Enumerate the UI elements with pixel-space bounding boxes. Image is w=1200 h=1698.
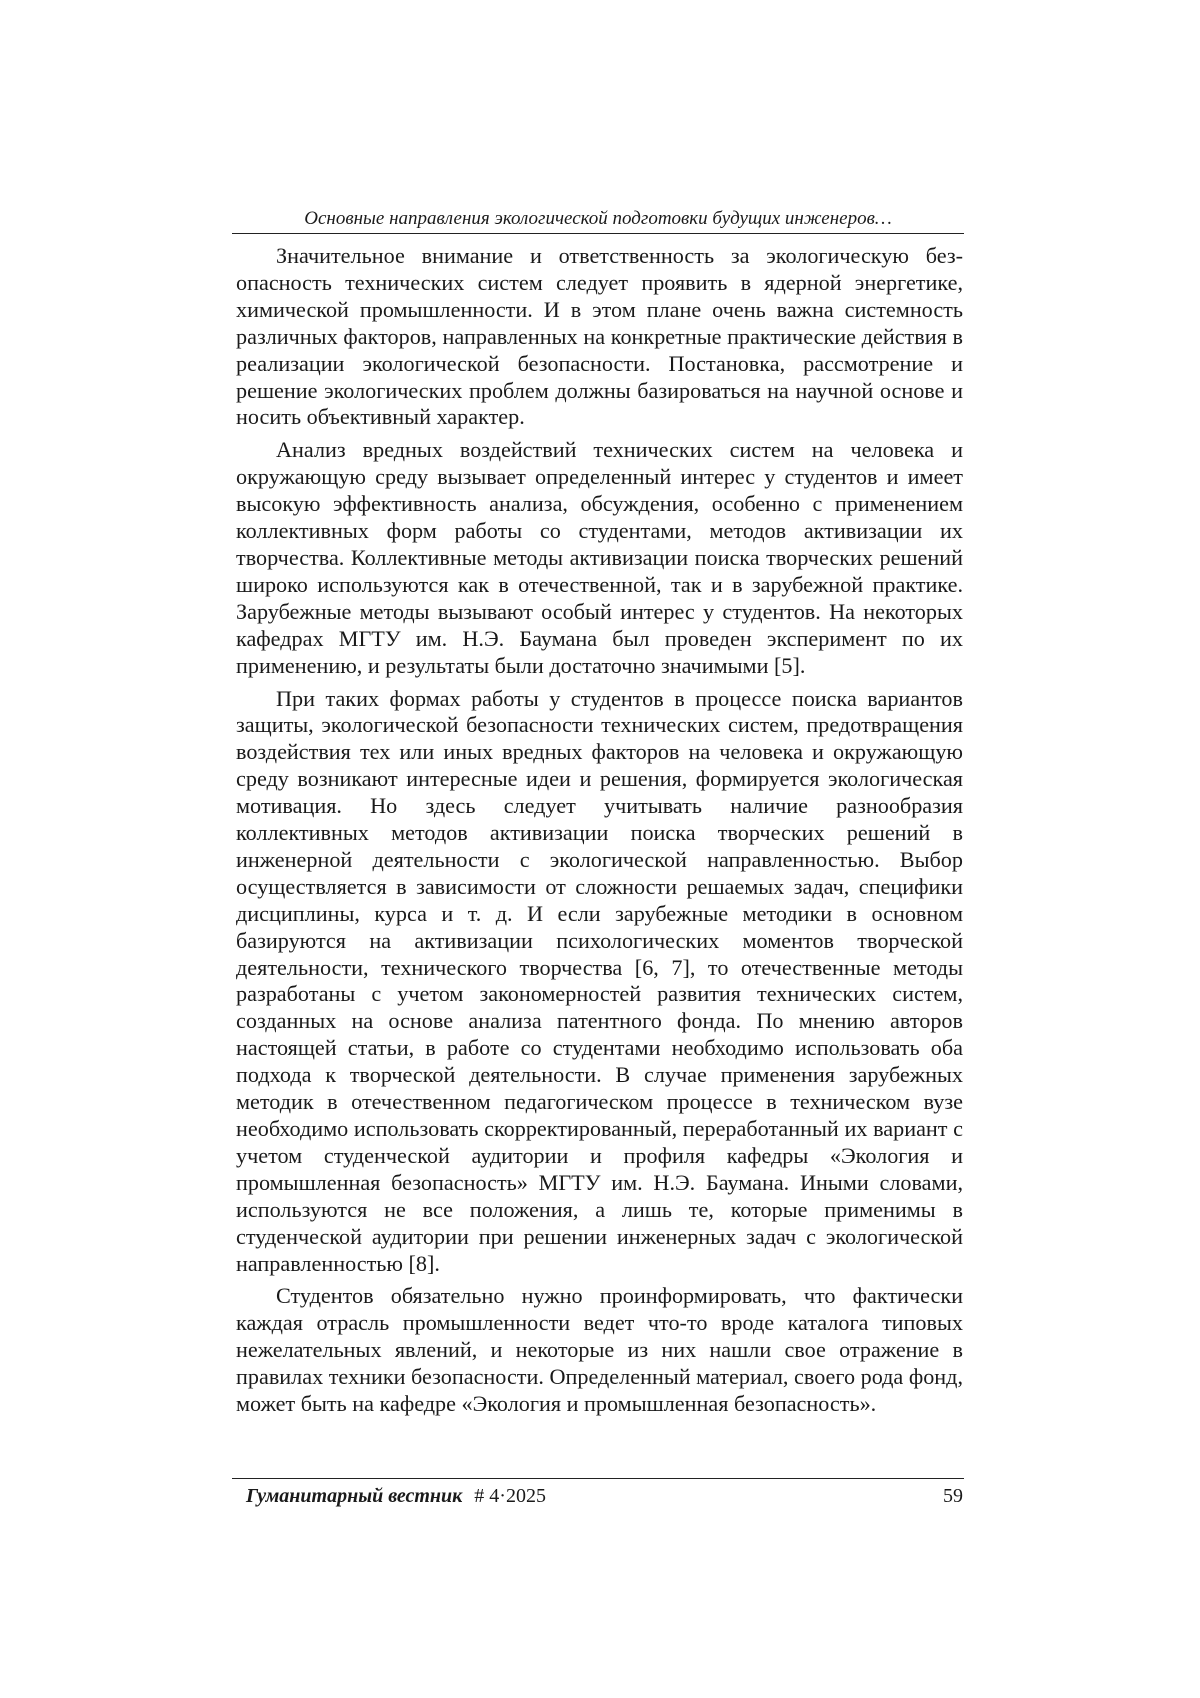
page-footer xyxy=(246,1483,963,1509)
footer-divider xyxy=(232,1478,964,1479)
page-number: 59 xyxy=(943,1485,963,1507)
running-header: Основные направления экологической подготовки будущих инженеров… xyxy=(304,208,892,229)
article-body xyxy=(236,243,963,1424)
paragraph-4: Студентов обязательно нужно проинформировать, что фактически каждая отрасль промышленности ведет что-то вроде каталога типовых нежелательных явлений, и некоторые из них нашли свое отражение в правилах техники безопасности. Определенный материал, своего рода фонд, может быть на кафедре «Экология и промышленная безопасность». xyxy=(236,1283,964,1417)
header-divider xyxy=(232,233,964,234)
paragraph-3: При таких формах работы у студентов в процессе поиска вариантов защиты, экологической безопасности технических систем, предотвращения воздействия тех или иных вредных факторов на человека и окружающую среду возникают интересные идеи и решения, формируется экологическая мотивация. Но здесь следует учитывать наличие разнообразия коллективных методов активизации поиска творческих решений в инженерной деятельности с экологической направленностью. Выбор осуществляется в зависимости от сложности решаемых задач, специфики дисциплины, курса и т. д. И если зарубежные методики в основном базируются на активизации психологических моментов творческой деятельности, технического творчества [6, 7], то отечественные методы разработаны с учетом закономерностей развития технических систем, созданных на основе анализа патентного фонда. По мнению авторов настоящей статьи, в работе со студентами необходимо использовать оба подхода к творческой деятельности. В случае применения зарубежных методик в отечественном педагогическом процессе в техническом вузе необходимо использовать скорректированный, переработанный их вариант с учетом студенческой аудитории и профиля кафедры «Экология и промышленная безопасность» МГТУ им. Н.Э. Баумана. Иными словами, используются не все положения, а лишь те, которые применимы в студенческой аудитории при решении инженерных задач с экологической направленностью [8]. xyxy=(236,685,963,1276)
journal-name: Гуманитарный вестник xyxy=(246,1485,463,1507)
paragraph-1: Значительное внимание и ответственность за экологическую безопасность технических систем следует проявить в ядерной энергетике, химической промышленности. И в этом плане очень важна системность различных факторов, направленных на конкретные практические действия в реализации экологической безопасности. Постановка, рассмотрение и решение экологических проблем должны базироваться на научной основе и носить объективный характер. xyxy=(236,243,963,430)
paragraph-2: Анализ вредных воздействий технических систем на человека и окружающую среду вызывает определенный интерес у студентов и имеет высокую эффективность анализа, обсуждения, особенно с применением коллективных форм работы со студентами, методов активизации их творчества. Коллективные методы активизации поиска творческих решений широко используются как в отечественной, так и в зарубежной практике. Зарубежные методы вызывают особый интерес у студентов. На некоторых кафедрах МГТУ им. Н.Э. Баумана был проведен эксперимент по их применению, и результаты были достаточно значимыми [5]. xyxy=(236,437,963,678)
issue-number: # 4·2025 xyxy=(474,1485,546,1507)
